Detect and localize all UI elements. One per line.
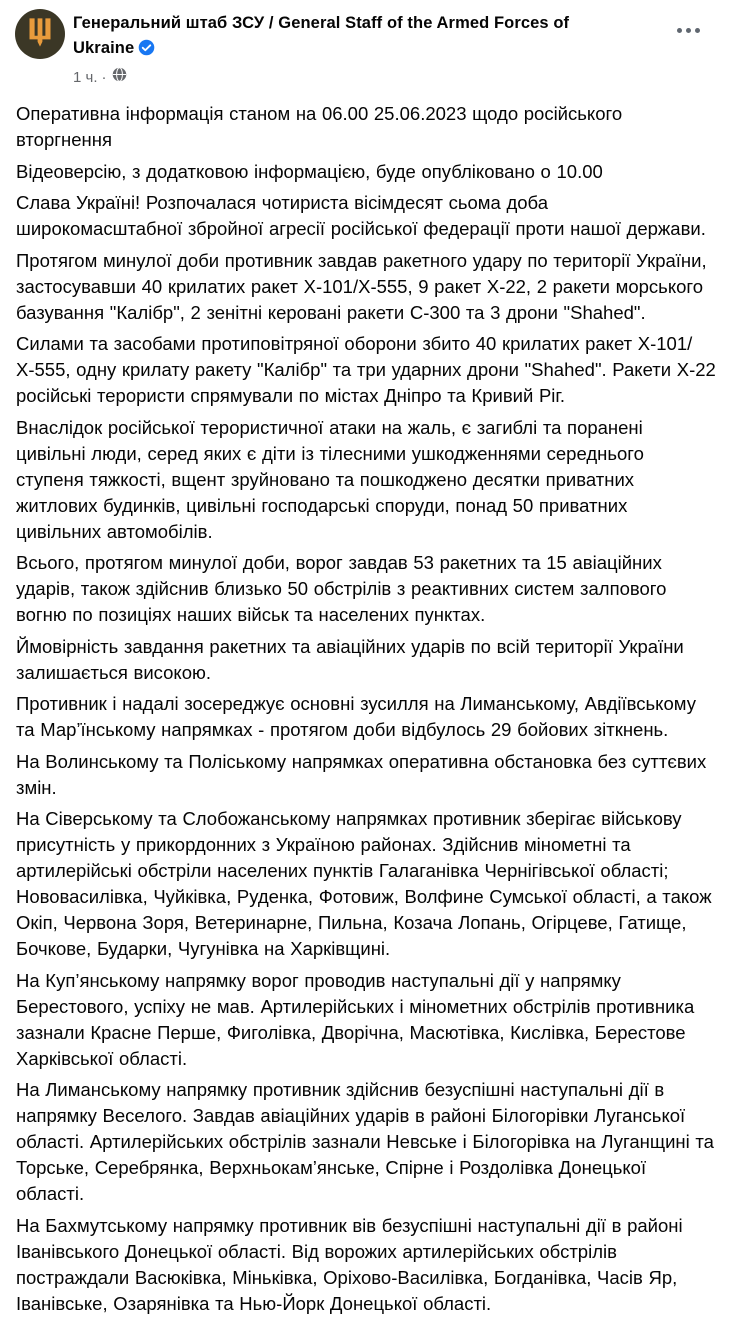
more-options-button[interactable] (673, 22, 704, 39)
page-name-link[interactable]: Генеральний штаб ЗСУ / General Staff of the Armed Forces of Ukraine (73, 14, 570, 57)
post-paragraph: На Сіверському та Слобожанському напрямках противник зберігає військову присутність у прикордонних з Україною районах. Здійснив мінометні та артилерійські обстріли населених пунктів Галаганівка Чернігівської області; Нововасилівка, Чуйківка, Руденка, Фотовиж, Волфине Сумської області, а також Окіп, Червона Зоря, Ветеринарне, Пильна, Козача Лопань, Огірцеве, Гатище, Бочкове, Бударки, Чугунівка на Харківщині. (16, 808, 712, 959)
post-paragraph: На Лиманському напрямку противник здійснив безуспішні наступальні дії в напрямку Веселого. Завдав авіаційних ударів в районі Білогорівки Луганської області. Артилерійських обстрілів зазнали Невське і Білогорівка на Луганщині та Торське, Серебрянка, Верхньокам’янське, Спірне і Роздолівка Донецької області. (16, 1079, 714, 1204)
header-text-block (73, 9, 716, 87)
trident-emblem-icon (25, 16, 55, 52)
post-paragraph: Всього, протягом минулої доби, ворог завдав 53 ракетних та 15 авіаційних ударів, також здійснив близько 50 обстрілів з реактивних систем залпового вогню по позиціях наших військ та населених пунктах. (16, 552, 667, 625)
post-paragraph: Слава Україні! Розпочалася чотириста вісімдесят сьома доба широкомасштабної збройної агресії російської федерації проти нашої держави. (16, 192, 706, 239)
page-name-row (73, 11, 633, 64)
post-meta-row (73, 67, 716, 87)
post-paragraph: Відеоверсію, з додатковою інформацією, буде опубліковано о 10.00 (16, 160, 603, 182)
post-paragraph: Протягом минулої доби противник завдав ракетного удару по території України, застосувавши 40 крилатих ракет Х-101/Х-555, 9 ракет Х-22, 2 ракети морського базування "Калібр", 2 зенітні керовані ракети С-300 та 3 дрони "Shahed". (16, 249, 707, 323)
avatar[interactable] (15, 9, 65, 59)
post-body (0, 87, 732, 1323)
post-paragraph: Оперативна інформація станом на 06.00 25.06.2023 щодо російського вторгнення (16, 103, 623, 150)
verified-badge-icon (138, 39, 155, 64)
meta-separator: · (101, 68, 107, 86)
timestamp[interactable]: 1 ч. (73, 68, 98, 86)
post-paragraph: Внаслідок російської терористичної атаки на жаль, є загиблі та поранені цивільні люди, серед яких є діти із тілесними ушкодженнями середнього ступеня тяжкості, вщент зруйновано та пошкоджено десятки приватних житлових будинків, цивільні господарські споруди, понад 50 приватних цивільних автомобілів. (16, 416, 644, 542)
ellipsis-dot (677, 28, 682, 33)
post-paragraph: На Бахмутському напрямку противник вів безуспішні наступальні дії в районі Іванівського Донецької області. Від ворожих артилерійських обстрілів постраждали Васюківка, Міньківка, Оріхово-Василівка, Богданівка, Часів Яр, Іванівське, Озарянівка та Нью-Йорк Донецької області. (16, 1214, 683, 1314)
post-header (0, 0, 732, 87)
globe-public-icon (112, 67, 127, 87)
ellipsis-dot (695, 28, 700, 33)
post-paragraph: Ймовірність завдання ракетних та авіаційних ударів по всій території України залишається високою. (16, 635, 684, 683)
post-paragraph: Противник і надалі зосереджує основні зусилля на Лиманському, Авдіївському та Мар’їнському напрямках - протягом доби відбулось 29 бойових зіткнень. (16, 693, 696, 740)
post-paragraph: На Куп’янському напрямку ворог проводив наступальні дії у напрямку Берестового, успіху не мав. Артилерійських і мінометних обстрілів противника зазнали Красне Перше, Фиголівка, Дворічна, Масютівка, Кислівка, Берестове Харківської області. (16, 969, 695, 1069)
ellipsis-dot (686, 28, 691, 33)
post-paragraph: На Волинському та Поліському напрямках оперативна обстановка без суттєвих змін. (16, 750, 707, 798)
post-paragraph: Силами та засобами протиповітряної оборони збито 40 крилатих ракет Х-101/Х-555, одну крилату ракету "Калібр" та три ударних дрони "Shahed". Ракети Х-22 російські терористи спрямували по містах Дніпро та Кривий Ріг. (16, 333, 716, 406)
